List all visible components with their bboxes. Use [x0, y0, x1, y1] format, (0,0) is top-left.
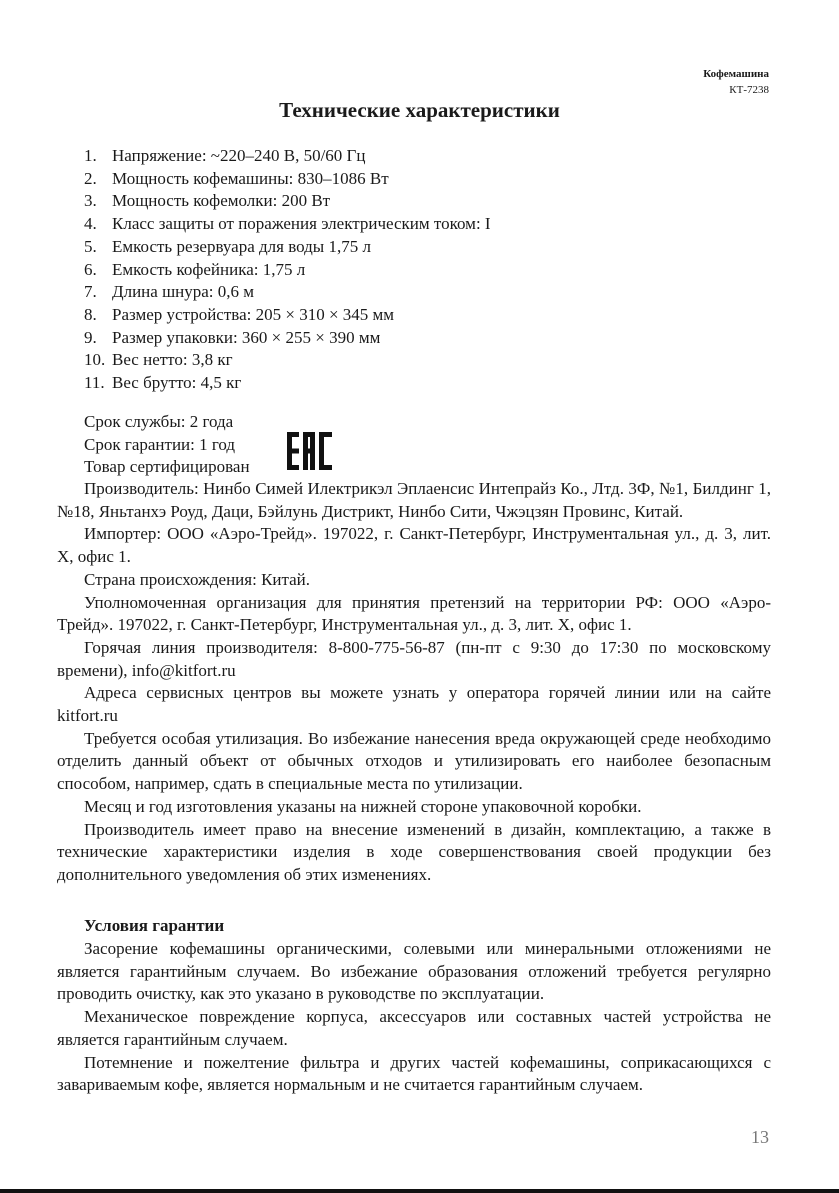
header-product: Кофемашина: [703, 68, 769, 80]
header-model: КТ-7238: [729, 84, 769, 96]
service-life: Срок службы: 2 года: [84, 412, 234, 431]
authorized-org-paragraph: Уполномоченная организация для принятия претензий на территории РФ: ООО «Аэро-Трейд». 197022, г. Санкт-Петербург, Инструментальная ул., д. 3, лит. Х, офис 1.: [57, 592, 771, 635]
warranty-paragraph: Засорение кофемашины органическими, солевыми или минеральными отложениями не является гарантийным случаем. Во избежание образования отложений требуется регулярно проводить очистку, как это указано в руководстве по эксплуатации.: [57, 939, 771, 1004]
spec-list: [84, 145, 491, 395]
origin-paragraph: Страна происхождения: Китай.: [84, 569, 311, 589]
spec-item: 10. Вес нетто: 3,8 кг: [84, 350, 233, 370]
spec-item: 6. Емкость кофейника: 1,75 л: [84, 259, 306, 279]
spec-item: 1. Напряжение: ~220–240 В, 50/60 Гц: [84, 146, 366, 165]
certification-text: Товар сертифицирован: [84, 457, 250, 477]
warranty-paragraph: Потемнение и пожелтение фильтра и других частей кофемашины, соприкасающихся с завариваемым кофе, является нормальным и не считается гарантийным случаем.: [57, 1052, 771, 1095]
page-number: 13: [751, 1127, 769, 1147]
legal-info: [57, 478, 771, 887]
disposal-paragraph: Требуется особая утилизация. Во избежание нанесения вреда окружающей среде необходимо отделить данный объект от обычных отходов и утилизировать его наиболее безопасным способом, например, сдать в специальные места по утилизации.: [57, 728, 771, 794]
eac-certification-icon: [287, 432, 333, 470]
warranty-conditions: [57, 938, 771, 1097]
spec-item: 4. Класс защиты от поражения электрическим током: I: [84, 214, 491, 234]
warranty-period: Срок гарантии: 1 год: [84, 434, 236, 454]
spec-item: 7. Длина шнура: 0,6 м: [84, 282, 255, 302]
spec-item: 2. Мощность кофемашины: 830–1086 Вт: [84, 168, 389, 188]
page-title: Технические характеристики: [279, 98, 560, 122]
service-info: [84, 411, 250, 479]
warranty-paragraph: Механическое повреждение корпуса, аксессуаров или составных частей устройства не является гарантийным случаем.: [57, 1007, 771, 1049]
hotline-paragraph: Горячая линия производителя: 8-800-775-56-87 (пн-пт с 9:30 до 17:30 по московскому времени), info@kitfort.ru: [57, 637, 771, 680]
page-bottom-rule: [0, 1189, 839, 1193]
spec-item: 3. Мощность кофемолки: 200 Вт: [84, 191, 331, 211]
spec-item: 8. Размер устройства: 205 × 310 × 345 мм: [84, 304, 395, 324]
spec-item: 11. Вес брутто: 4,5 кг: [84, 373, 242, 393]
warranty-heading: Условия гарантии: [84, 916, 225, 935]
spec-item: 9. Размер упаковки: 360 × 255 × 390 мм: [84, 327, 381, 347]
changes-paragraph: Производитель имеет право на внесение изменений в дизайн, комплектацию, а также в технические характеристики изделия в ходе совершенствования своей продукции без дополнительного уведомления об этих изменениях.: [57, 819, 771, 884]
running-header: [703, 66, 769, 98]
service-centers-paragraph: Адреса сервисных центров вы можете узнать у оператора горячей линии или на сайте kitfort.ru: [57, 683, 771, 726]
manufacture-date-paragraph: Месяц и год изготовления указаны на нижней стороне упаковочной коробки.: [84, 796, 642, 816]
importer-paragraph: Импортер: ООО «Аэро-Трейд». 197022, г. Санкт-Петербург, Инструментальная ул., д. 3, лит. Х, офис 1.: [57, 524, 771, 567]
manufacturer-paragraph: Производитель: Нинбо Симей Илектрикэл Эплаенсис Интепрайз Ко., Лтд. 3Ф, №1, Билдинг 1, №18, Яньтанхэ Роуд, Даци, Бэйлунь Дистрикт, Нинбо Сити, Чжэцзян Провинс, Китай.: [57, 479, 771, 521]
spec-item: 5. Емкость резервуара для воды 1,75 л: [84, 236, 371, 256]
